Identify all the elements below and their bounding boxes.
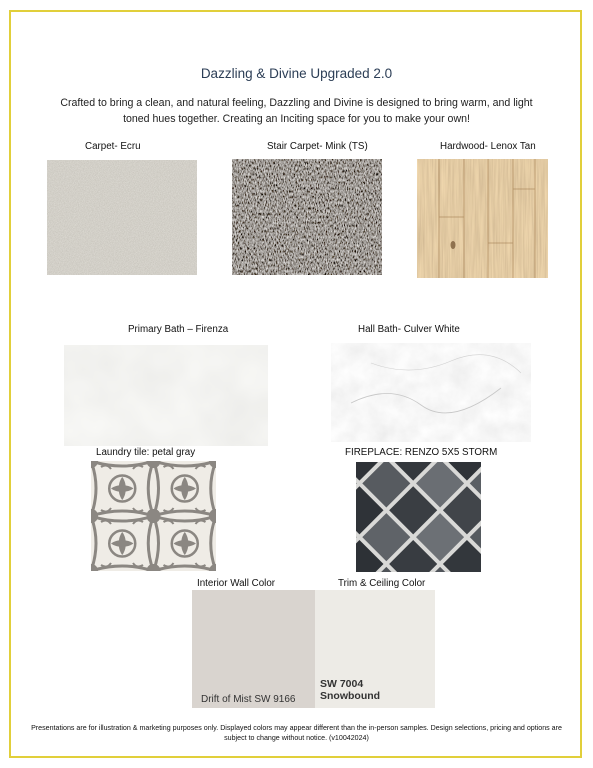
page-title: Dazzling & Divine Upgraded 2.0	[200, 66, 393, 81]
hall-bath-label: Hall Bath- Culver White	[358, 324, 460, 335]
wall-paint-code: Drift of Mist SW 9166	[201, 694, 296, 705]
intro-paragraph: Crafted to bring a clean, and natural feeling, Dazzling and Divine is designed to bring warm, and light toned hues together. Creating an Inciting space for you to make your own!	[60, 97, 533, 125]
fireplace-renzo-storm-swatch	[356, 462, 481, 572]
disclaimer-footer: Presentations are for illustration & marketing purposes only. Displayed colors may appear different than the in-person samples. Design selections, pricing and options are subject to change without notice. (v10042024)	[31, 724, 562, 742]
interior-wall-paint-chip	[192, 590, 315, 708]
fireplace-label: FIREPLACE: RENZO 5X5 STORM	[345, 447, 498, 458]
primary-bath-firenza-swatch	[64, 345, 268, 446]
laundry-tile-label: Laundry tile: petal gray	[96, 447, 196, 458]
carpet-ecru-swatch	[47, 160, 197, 275]
primary-bath-label: Primary Bath – Firenza	[128, 324, 229, 335]
carpet-label: Carpet- Ecru	[85, 141, 141, 152]
laundry-petal-gray-swatch	[91, 461, 216, 571]
hall-bath-culver-white-swatch	[331, 343, 531, 442]
trim-ceiling-color-label: Trim & Ceiling Color	[338, 578, 426, 589]
trim-paint-code: SW 7004	[320, 678, 364, 690]
interior-wall-color-label: Interior Wall Color	[197, 578, 276, 589]
hardwood-label: Hardwood- Lenox Tan	[440, 141, 536, 152]
hardwood-lenox-tan-swatch	[417, 159, 548, 278]
trim-paint-name: Snowbound	[320, 690, 381, 702]
stair-carpet-label: Stair Carpet- Mink (TS)	[267, 141, 368, 152]
stair-carpet-mink-swatch	[232, 159, 382, 275]
